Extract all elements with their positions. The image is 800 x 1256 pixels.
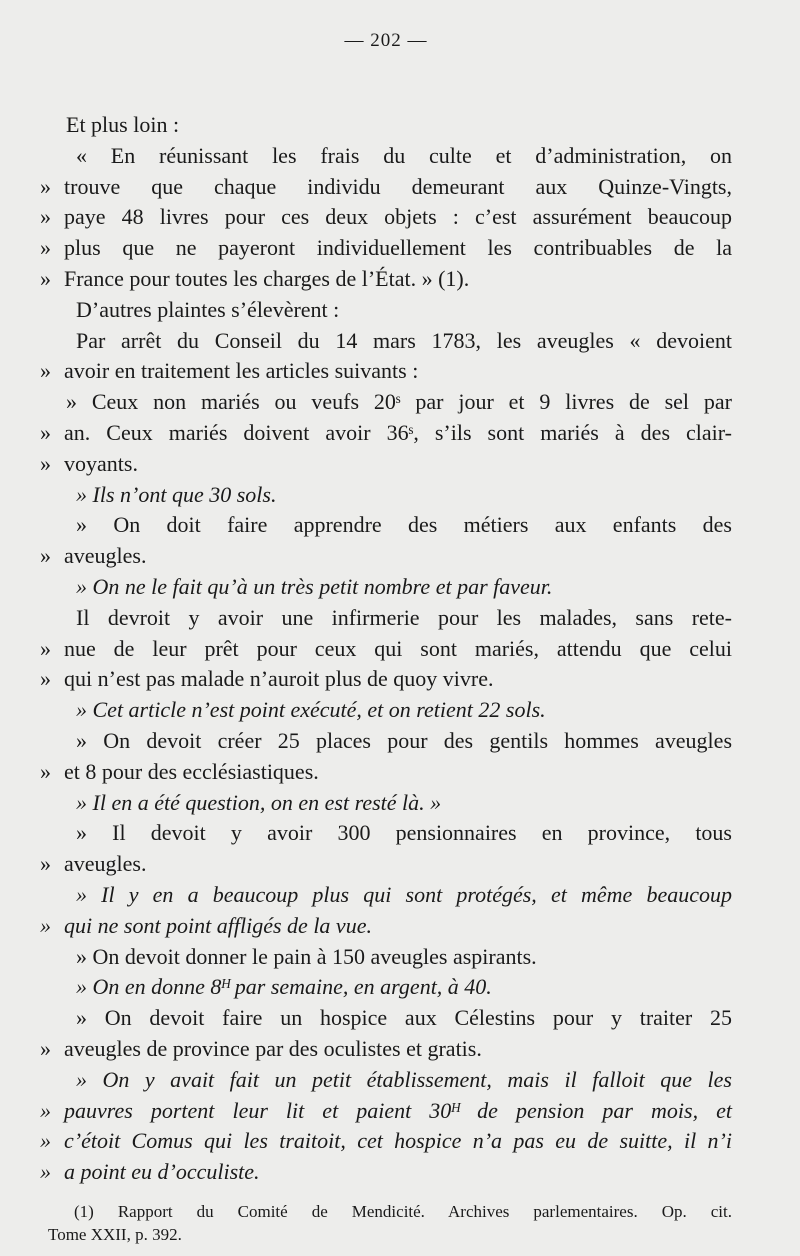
- line-text: paye 48 livres pour ces deux objets : c’est assurément beaucoup: [64, 204, 732, 230]
- text-line: [40, 141, 732, 172]
- text-line: [40, 726, 732, 757]
- text-line: [40, 326, 732, 357]
- text-line: [40, 1003, 732, 1034]
- quote-mark: »: [40, 851, 51, 877]
- text-line: [40, 202, 732, 233]
- text-line: [40, 1157, 732, 1188]
- line-text: voyants.: [64, 450, 138, 476]
- text-line: [40, 541, 732, 572]
- line-text: a point eu d’occuliste.: [64, 1159, 260, 1185]
- footnote-line: Tome XXII, p. 392.: [48, 1224, 182, 1244]
- quote-mark: »: [40, 635, 51, 661]
- line-text: France pour toutes les charges de l’État. » (1).: [64, 265, 470, 291]
- text-line: [40, 480, 732, 511]
- text-line: [40, 1065, 732, 1096]
- line-text: » On y avait fait un petit établissement, mais il falloit que les: [76, 1066, 732, 1092]
- quote-mark: »: [40, 265, 51, 291]
- text-line: [40, 510, 732, 541]
- quote-mark: »: [40, 1035, 51, 1061]
- line-text: an. Ceux mariés doivent avoir 36ˢ, s’ils sont mariés à des clair-: [64, 419, 732, 445]
- text-line: [40, 233, 732, 264]
- text-line: [40, 603, 732, 634]
- line-text: » On doit faire apprendre des métiers aux enfants des: [76, 512, 732, 538]
- quote-mark: »: [40, 173, 51, 199]
- line-text: Il devroit y avoir une infirmerie pour les malades, sans rete-: [76, 604, 732, 630]
- line-text: plus que ne payeront individuellement les contribuables de la: [64, 235, 732, 261]
- text-line: [40, 1034, 732, 1065]
- text-line: [40, 387, 732, 418]
- quote-mark: »: [40, 1097, 51, 1123]
- line-text: pauvres portent leur lit et paient 30ᴴ de pension par mois, et: [64, 1097, 732, 1123]
- line-text: » On en donne 8ᴴ par semaine, en argent, à 40.: [76, 974, 492, 1000]
- text-line: [40, 757, 732, 788]
- text-line: [40, 942, 732, 973]
- body-text: [40, 110, 732, 1188]
- quote-mark: »: [40, 235, 51, 261]
- quote-mark: »: [40, 204, 51, 230]
- line-text: Par arrêt du Conseil du 14 mars 1783, les aveugles « devoient: [76, 327, 732, 353]
- line-text: » Ceux non mariés ou veufs 20ˢ par jour et 9 livres de sel par: [66, 389, 732, 415]
- text-line: [40, 911, 732, 942]
- line-text: » Il devoit y avoir 300 pensionnaires en province, tous: [76, 820, 732, 846]
- text-line: [40, 972, 732, 1003]
- text-line: [40, 1096, 732, 1127]
- text-line: [40, 1126, 732, 1157]
- footnote-line: (1) Rapport du Comité de Mendicité. Archives parlementaires. Op. cit.: [74, 1201, 732, 1221]
- line-text: » Cet article n’est point exécuté, et on retient 22 sols.: [76, 697, 546, 723]
- line-text: » Il en a été question, on en est resté là. »: [76, 789, 442, 815]
- text-line: [40, 788, 732, 819]
- line-text: D’autres plaintes s’élevèrent :: [76, 296, 340, 322]
- quote-mark: »: [40, 1128, 51, 1154]
- text-line: [40, 449, 732, 480]
- text-line: [40, 295, 732, 326]
- quote-mark: »: [40, 358, 51, 384]
- line-text: nue de leur prêt pour ceux qui sont mariés, attendu que celui: [64, 635, 732, 661]
- line-text: qui n’est pas malade n’auroit plus de quoy vivre.: [64, 666, 494, 692]
- quote-mark: »: [40, 419, 51, 445]
- page-number: — 202 —: [344, 30, 428, 51]
- line-text: » Il y en a beaucoup plus qui sont protégés, et même beaucoup: [76, 881, 732, 907]
- text-line: [40, 110, 732, 141]
- text-line: [40, 264, 732, 295]
- line-text: avoir en traitement les articles suivants :: [64, 358, 419, 384]
- line-text: » On devoit faire un hospice aux Célestins pour y traiter 25: [76, 1005, 732, 1031]
- quote-mark: »: [40, 543, 51, 569]
- line-text: Et plus loin :: [66, 112, 180, 137]
- text-line: [40, 818, 732, 849]
- line-text: et 8 pour des ecclésiastiques.: [64, 758, 319, 784]
- line-text: » On devoit créer 25 places pour des gentils hommes aveugles: [76, 727, 732, 753]
- quote-mark: »: [40, 1159, 51, 1185]
- line-text: c’étoit Comus qui les traitoit, cet hospice n’a pas eu de suitte, il n’i: [64, 1128, 732, 1154]
- text-line: [40, 849, 732, 880]
- text-line: [40, 572, 732, 603]
- text-line: [40, 664, 732, 695]
- quote-mark: »: [40, 666, 51, 692]
- line-text: qui ne sont point affligés de la vue.: [64, 912, 372, 938]
- text-line: [40, 634, 732, 665]
- line-text: aveugles de province par des oculistes et gratis.: [64, 1035, 482, 1061]
- text-line: [40, 418, 732, 449]
- line-text: aveugles.: [64, 851, 147, 877]
- line-text: trouve que chaque individu demeurant aux Quinze-Vingts,: [64, 173, 732, 199]
- text-line: [40, 172, 732, 203]
- text-line: [40, 695, 732, 726]
- quote-mark: »: [40, 758, 51, 784]
- quote-mark: »: [40, 450, 51, 476]
- line-text: » On devoit donner le pain à 150 aveugles aspirants.: [76, 943, 537, 969]
- line-text: « En réunissant les frais du culte et d’administration, on: [76, 142, 732, 168]
- text-line: [40, 880, 732, 911]
- line-text: » Ils n’ont que 30 sols.: [76, 481, 277, 507]
- line-text: aveugles.: [64, 543, 147, 569]
- line-text: » On ne le fait qu’à un très petit nombre et par faveur.: [76, 573, 553, 599]
- footnote: [40, 1200, 732, 1246]
- quote-mark: »: [40, 912, 51, 938]
- text-line: [40, 356, 732, 387]
